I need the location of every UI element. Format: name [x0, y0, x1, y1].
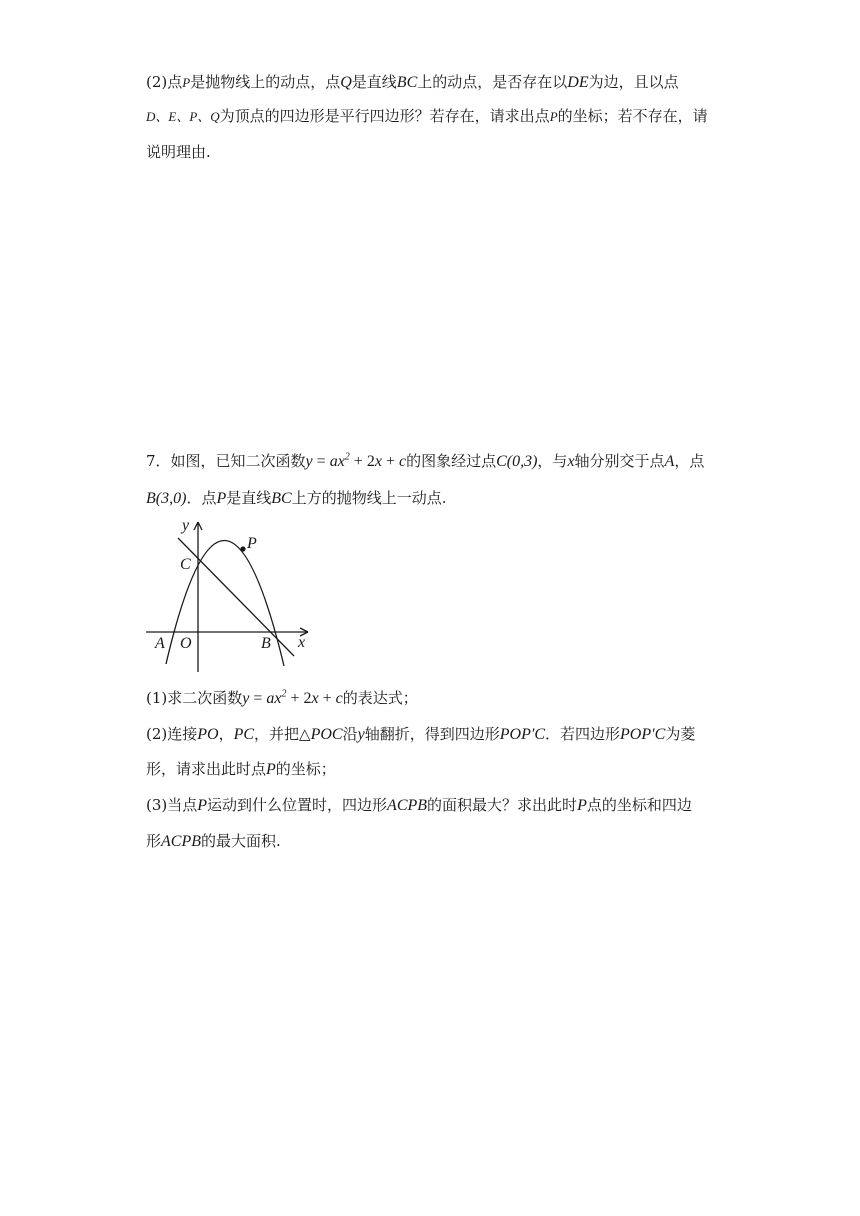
label-p: P	[247, 535, 257, 552]
quadratic-formula-2: $y = ax^2 + 2x + c$	[242, 688, 343, 707]
label-c: C	[180, 556, 191, 573]
label-x: x	[298, 634, 306, 651]
question-6-part-2-line-1: (2)点P是抛物线上的动点，点Q是直线BC上的动点，是否存在以DE为边，且以点	[146, 73, 679, 91]
parabola-figure	[142, 516, 322, 676]
label-o: O	[180, 635, 192, 652]
question-7-part-1: (1)求二次函数$y = ax^2 + 2x + c$的表达式；	[146, 688, 418, 707]
point-p-dot	[240, 546, 245, 551]
question-7-part-3-line-1: (3)当点P运动到什么位置时，四边形ACPB的面积最大？求出此时P点的坐标和四边	[146, 796, 692, 814]
question-7-part-3-line-2: 形ACPB的最大面积.	[146, 832, 281, 850]
label-y: y	[182, 517, 190, 534]
question-7-line-2: B(3,0)．点P是直线BC上方的抛物线上一动点.	[146, 489, 447, 507]
question-6-part-2-line-3: 说明理由.	[146, 143, 211, 161]
label-b: B	[261, 635, 271, 652]
question-6-part-2-line-2: D、E、P、Q为顶点的四边形是平行四边形？若存在，请求出点P的坐标；若不存在，请	[146, 107, 708, 125]
question-7-part-2-line-2: 形，请求出此时点P的坐标；	[146, 760, 336, 778]
question-7-part-2-line-1: (2)连接PO，PC，并把△POC沿y轴翻折，得到四边形POP′C．若四边形POP′C为菱	[146, 725, 696, 743]
label-a: A	[155, 635, 165, 652]
quadratic-formula: $y = ax^2 + 2x + c$	[305, 451, 407, 470]
question-7-line-1: 7．如图，已知二次函数$y = ax^2 + 2x + c$的图象经过点C(0,3)，与x轴分别交于点A，点	[146, 451, 705, 470]
